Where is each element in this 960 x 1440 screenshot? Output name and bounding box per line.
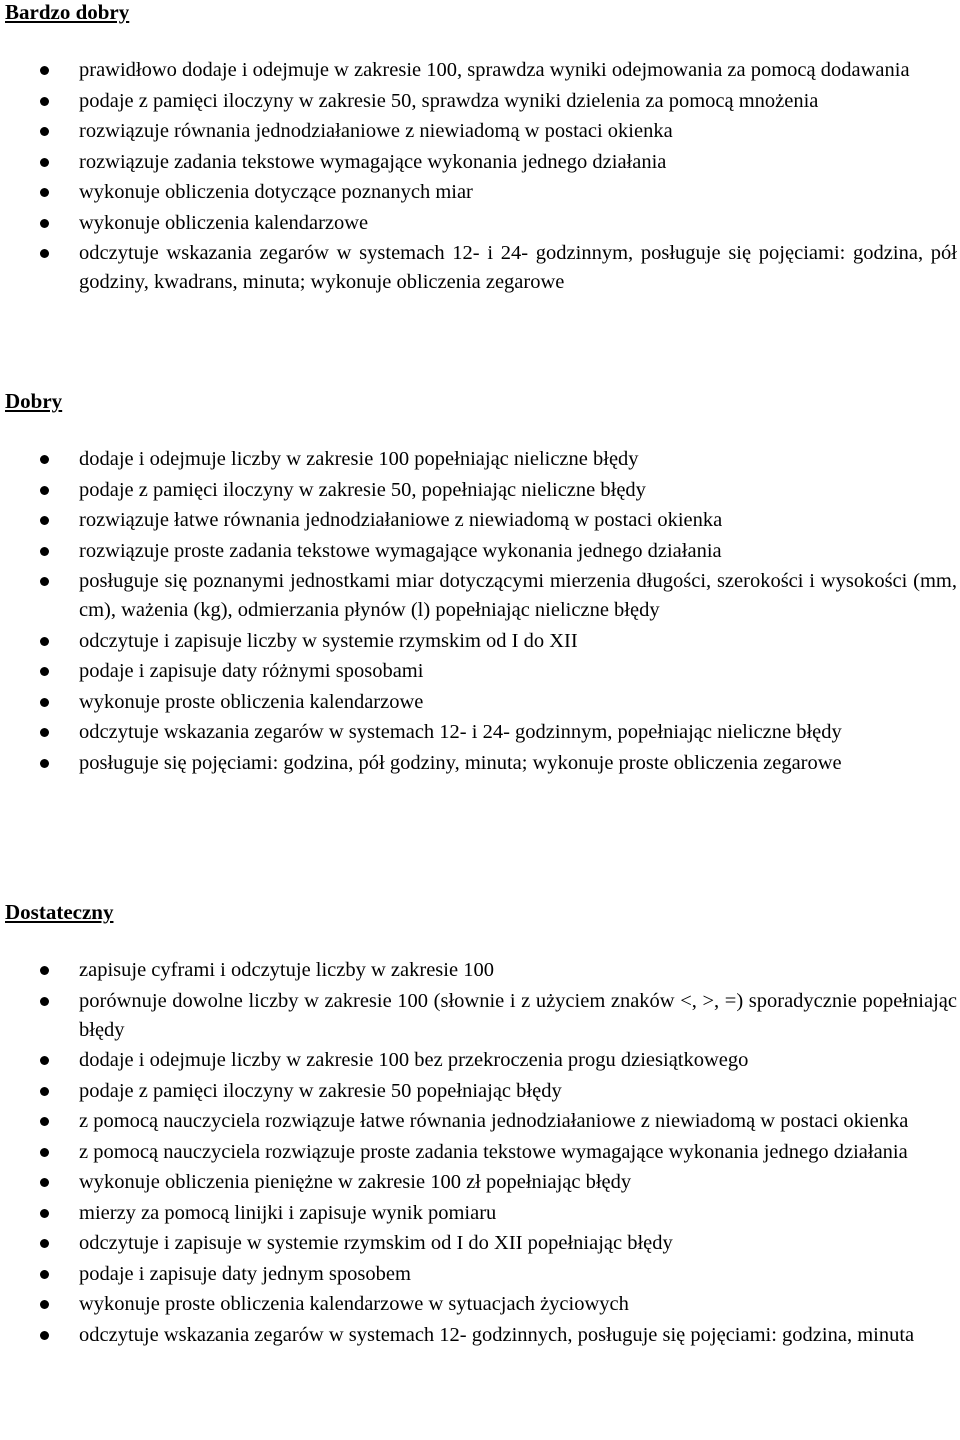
list-item: z pomocą nauczyciela rozwiązuje proste zadania tekstowe wymagające wykonania jednego działania xyxy=(0,1138,960,1167)
list-item: dodaje i odejmuje liczby w zakresie 100 bez przekroczenia progu dziesiątkowego xyxy=(0,1046,960,1075)
list-item: odczytuje wskazania zegarów w systemach 12- i 24- godzinnym, posługuje się pojęciami: godzina, pół godziny, kwadrans, minuta; wykonuje obliczenia zegarowe xyxy=(0,239,960,297)
list-item: rozwiązuje łatwe równania jednodziałaniowe z niewiadomą w postaci okienka xyxy=(0,506,960,535)
list-item: posługuje się pojęciami: godzina, pół godziny, minuta; wykonuje proste obliczenia zegarowe xyxy=(0,749,960,778)
list-item: wykonuje proste obliczenia kalendarzowe w sytuacjach życiowych xyxy=(0,1290,960,1319)
list-item: posługuje się poznanymi jednostkami miar dotyczącymi mierzenia długości, szerokości i wysokości (mm, cm), ważenia (kg), odmierzania płynów (l) popełniając nieliczne błędy xyxy=(0,567,960,625)
list-item: wykonuje obliczenia kalendarzowe xyxy=(0,209,960,238)
criteria-list-dobry xyxy=(0,445,960,779)
list-item: odczytuje i zapisuje w systemie rzymskim od I do XII popełniając błędy xyxy=(0,1229,960,1258)
list-item: odczytuje wskazania zegarów w systemach 12- godzinnych, posługuje się pojęciami: godzina, minuta xyxy=(0,1321,960,1350)
criteria-list-dostateczny xyxy=(0,956,960,1351)
list-item: podaje i zapisuje daty różnymi sposobami xyxy=(0,657,960,686)
list-item: podaje z pamięci iloczyny w zakresie 50, popełniając nieliczne błędy xyxy=(0,476,960,505)
criteria-list-bardzo-dobry xyxy=(0,56,960,299)
section-heading-dostateczny: Dostateczny xyxy=(5,900,114,924)
list-item: odczytuje wskazania zegarów w systemach 12- i 24- godzinnym, popełniając nieliczne błędy xyxy=(0,718,960,747)
list-item: podaje i zapisuje daty jednym sposobem xyxy=(0,1260,960,1289)
list-item: porównuje dowolne liczby w zakresie 100 (słownie i z użyciem znaków <, >, =) sporadycznie popełniając błędy xyxy=(0,987,960,1045)
list-item: rozwiązuje zadania tekstowe wymagające wykonania jednego działania xyxy=(0,148,960,177)
list-item: podaje z pamięci iloczyny w zakresie 50, sprawdza wyniki dzielenia za pomocą mnożenia xyxy=(0,87,960,116)
list-item: rozwiązuje równania jednodziałaniowe z niewiadomą w postaci okienka xyxy=(0,117,960,146)
list-item: mierzy za pomocą linijki i zapisuje wynik pomiaru xyxy=(0,1199,960,1228)
section-heading-dobry: Dobry xyxy=(5,389,63,413)
list-item: wykonuje obliczenia pieniężne w zakresie 100 zł popełniając błędy xyxy=(0,1168,960,1197)
list-item: odczytuje i zapisuje liczby w systemie rzymskim od I do XII xyxy=(0,627,960,656)
list-item: wykonuje proste obliczenia kalendarzowe xyxy=(0,688,960,717)
list-item: z pomocą nauczyciela rozwiązuje łatwe równania jednodziałaniowe z niewiadomą w postaci okienka xyxy=(0,1107,960,1136)
section-heading-bardzo-dobry: Bardzo dobry xyxy=(5,0,130,24)
list-item: zapisuje cyframi i odczytuje liczby w zakresie 100 xyxy=(0,956,960,985)
list-item: dodaje i odejmuje liczby w zakresie 100 popełniając nieliczne błędy xyxy=(0,445,960,474)
list-item: podaje z pamięci iloczyny w zakresie 50 popełniając błędy xyxy=(0,1077,960,1106)
list-item: prawidłowo dodaje i odejmuje w zakresie 100, sprawdza wyniki odejmowania za pomocą dodawania xyxy=(0,56,960,85)
list-item: rozwiązuje proste zadania tekstowe wymagające wykonania jednego działania xyxy=(0,537,960,566)
list-item: wykonuje obliczenia dotyczące poznanych miar xyxy=(0,178,960,207)
